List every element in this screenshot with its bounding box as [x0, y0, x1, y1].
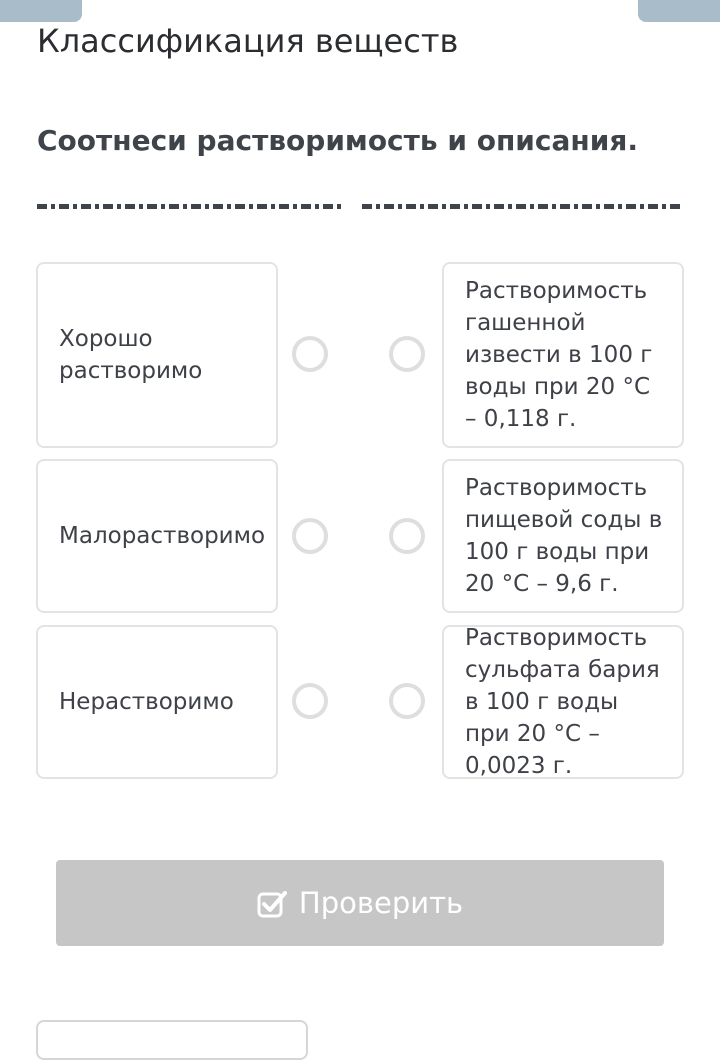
left-card-soluble[interactable] — [36, 262, 278, 448]
decorative-divider-left — [37, 204, 342, 209]
left-card-label: Малорастворимо — [59, 523, 266, 549]
right-card-barium-sulfate[interactable] — [442, 625, 684, 779]
top-left-tab[interactable] — [0, 0, 82, 22]
left-connector-1[interactable] — [292, 336, 328, 372]
right-connector-1[interactable] — [389, 336, 425, 372]
right-connector-3[interactable] — [389, 683, 425, 719]
page-title: Классификация веществ — [37, 22, 459, 60]
right-card-label: Растворимость сульфата бария в 100 г воды при 20 °C – 0,0023 г. — [465, 625, 660, 779]
bottom-card[interactable] — [36, 1020, 308, 1060]
checkbox-checked-icon — [257, 888, 287, 918]
right-card-baking-soda[interactable] — [442, 459, 684, 613]
check-button[interactable] — [56, 860, 664, 946]
top-right-tab[interactable] — [638, 0, 720, 22]
decorative-divider-right — [362, 204, 680, 209]
right-connector-2[interactable] — [389, 518, 425, 554]
left-connector-3[interactable] — [292, 683, 328, 719]
left-card-slightly-soluble[interactable] — [36, 459, 278, 613]
check-button-label: Проверить — [298, 886, 464, 920]
right-card-slaked-lime[interactable] — [442, 262, 684, 448]
right-card-label: Растворимость пищевой соды в 100 г воды при 20 °C – 9,6 г. — [465, 475, 663, 597]
left-card-label: Нерастворимо — [59, 689, 234, 715]
task-instruction: Соотнеси растворимость и описания. — [37, 124, 638, 157]
left-connector-2[interactable] — [292, 518, 328, 554]
left-card-label: Хорошо растворимо — [59, 326, 203, 384]
right-card-label: Растворимость гашенной извести в 100 г воды при 20 °C – 0,118 г. — [465, 278, 653, 432]
left-card-insoluble[interactable] — [36, 625, 278, 779]
